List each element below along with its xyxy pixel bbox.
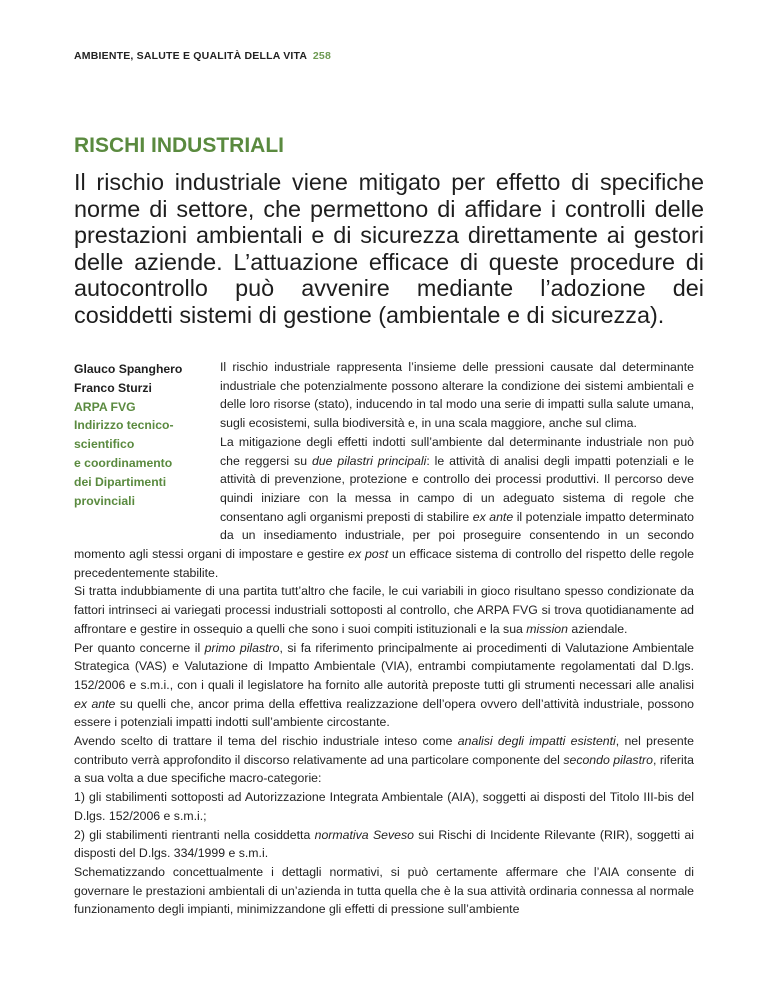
author-name: Glauco Spanghero <box>74 362 183 376</box>
lead-paragraph: Il rischio industriale viene mitigato per effetto di specifiche norme di settore, che permettono di affidare i controlli delle prestazioni ambientali e di sicurezza direttamente ai gestori delle aziende. L’attuazione efficace di queste procedure di autocontrollo può avvenire mediante l’adozione dei cosiddetti sistemi di gestione (ambientale e di sicurezza). <box>74 169 704 328</box>
article-body <box>74 358 694 919</box>
body-paragraph: 2) gli stabilimenti rientranti nella cosiddetta normativa Seveso sui Rischi di Incidente Rilevante (RIR), soggetti ai disposti del D.lgs. 334/1999 e s.m.i. <box>74 827 694 861</box>
header-section: AMBIENTE, SALUTE E QUALITÀ DELLA VITA <box>74 50 307 62</box>
author-affiliation: e coordinamento <box>74 455 173 470</box>
body-paragraph: La mitigazione degli effetti indotti sull’ambiente dal determinante industriale non può che reggersi su due pilastri principali: le attività di analisi degli impatti potenziali e le attività di prevenzione, protezione e controllo dei processi produttivi. Il percorso deve quindi iniziare con la messa in campo di un adeguato sistema di regole che consentano agli organismi preposti di stabilire ex ante il potenziale impatto determinato da un insediamento industriale, per poi proseguire consentendo in un secondo momento agli stessi organi di impostare e gestire ex post un efficace sistema di controllo del rispetto delle regole precedentemente stabilite. <box>74 434 694 580</box>
author-affiliation: dei Dipartimenti <box>74 474 167 489</box>
body-paragraph: Per quanto concerne il primo pilastro, si fa riferimento principalmente ai procedimenti di Valutazione Ambientale Strategica (VAS) e Valutazione di Impatto Ambientale (VIA), entrambi compiutamente regolamentati dal D.lgs. 152/2006 e s.m.i., con i quali il legislatore ha fornito alle autorità preposte tutti gli strumenti necessari alle analisi ex ante su quelli che, ancor prima della effettiva realizzazione dell’opera ovvero dell’attività industriale, possono essere i potenziali impatti indotti sull’ambiente circostante. <box>74 640 695 730</box>
running-header <box>74 50 331 62</box>
author-affiliation: ARPA FVG <box>74 399 136 414</box>
section-title: RISCHI INDUSTRIALI <box>74 134 284 157</box>
author-affiliation: Indirizzo tecnico- <box>74 418 174 433</box>
author-affiliation: provinciali <box>74 493 135 508</box>
body-paragraph: Il rischio industriale rappresenta l’insieme delle pressioni causate dal determinante industriale che potenzialmente possono alterare la condizione dei sistemi ambientali e delle loro risorse (stato), inducendo in tal modo una serie di impatti sulla salute umana, sugli ecosistemi, sulla biodiversità e, in una scala maggiore, anche sul clima. <box>220 360 694 431</box>
page-number: 258 <box>312 50 332 62</box>
author-name: Franco Sturzi <box>74 380 152 395</box>
body-paragraph: Avendo scelto di trattare il tema del rischio industriale inteso come analisi degli impatti esistenti, nel presente contributo verrà approfondito il discorso relativamente ad una particolare componente del secondo pilastro, riferita a sua volta a due specifiche macro-categorie: <box>74 734 695 786</box>
author-affiliation: scientifico <box>74 437 135 452</box>
body-paragraph: 1) gli stabilimenti sottoposti ad Autorizzazione Integrata Ambientale (AIA), soggetti ai disposti del Titolo III-bis del D.lgs. 152/2006 e s.m.i.; <box>74 790 694 823</box>
body-paragraph: Si tratta indubbiamente di una partita tutt’altro che facile, le cui variabili in gioco risultano spesso condizionate da fattori intrinseci ai variegati processi industriali sottoposti al controllo, che ARPA FVG si trova quotidianamente ad affrontare e gestire in ossequio a quelli che sono i suoi compiti istituzionali e la sua mission aziendale. <box>74 584 694 636</box>
body-paragraph: Schematizzando concettualmente i dettagli normativi, si può certamente affermare che l’AIA consente di governare le prestazioni ambientali di un’azienda in tutta quella che è la sua attività ordinaria connessa al normale funzionamento degli impianti, minimizzandone gli effetti di pressione sull’ambiente <box>74 864 695 917</box>
